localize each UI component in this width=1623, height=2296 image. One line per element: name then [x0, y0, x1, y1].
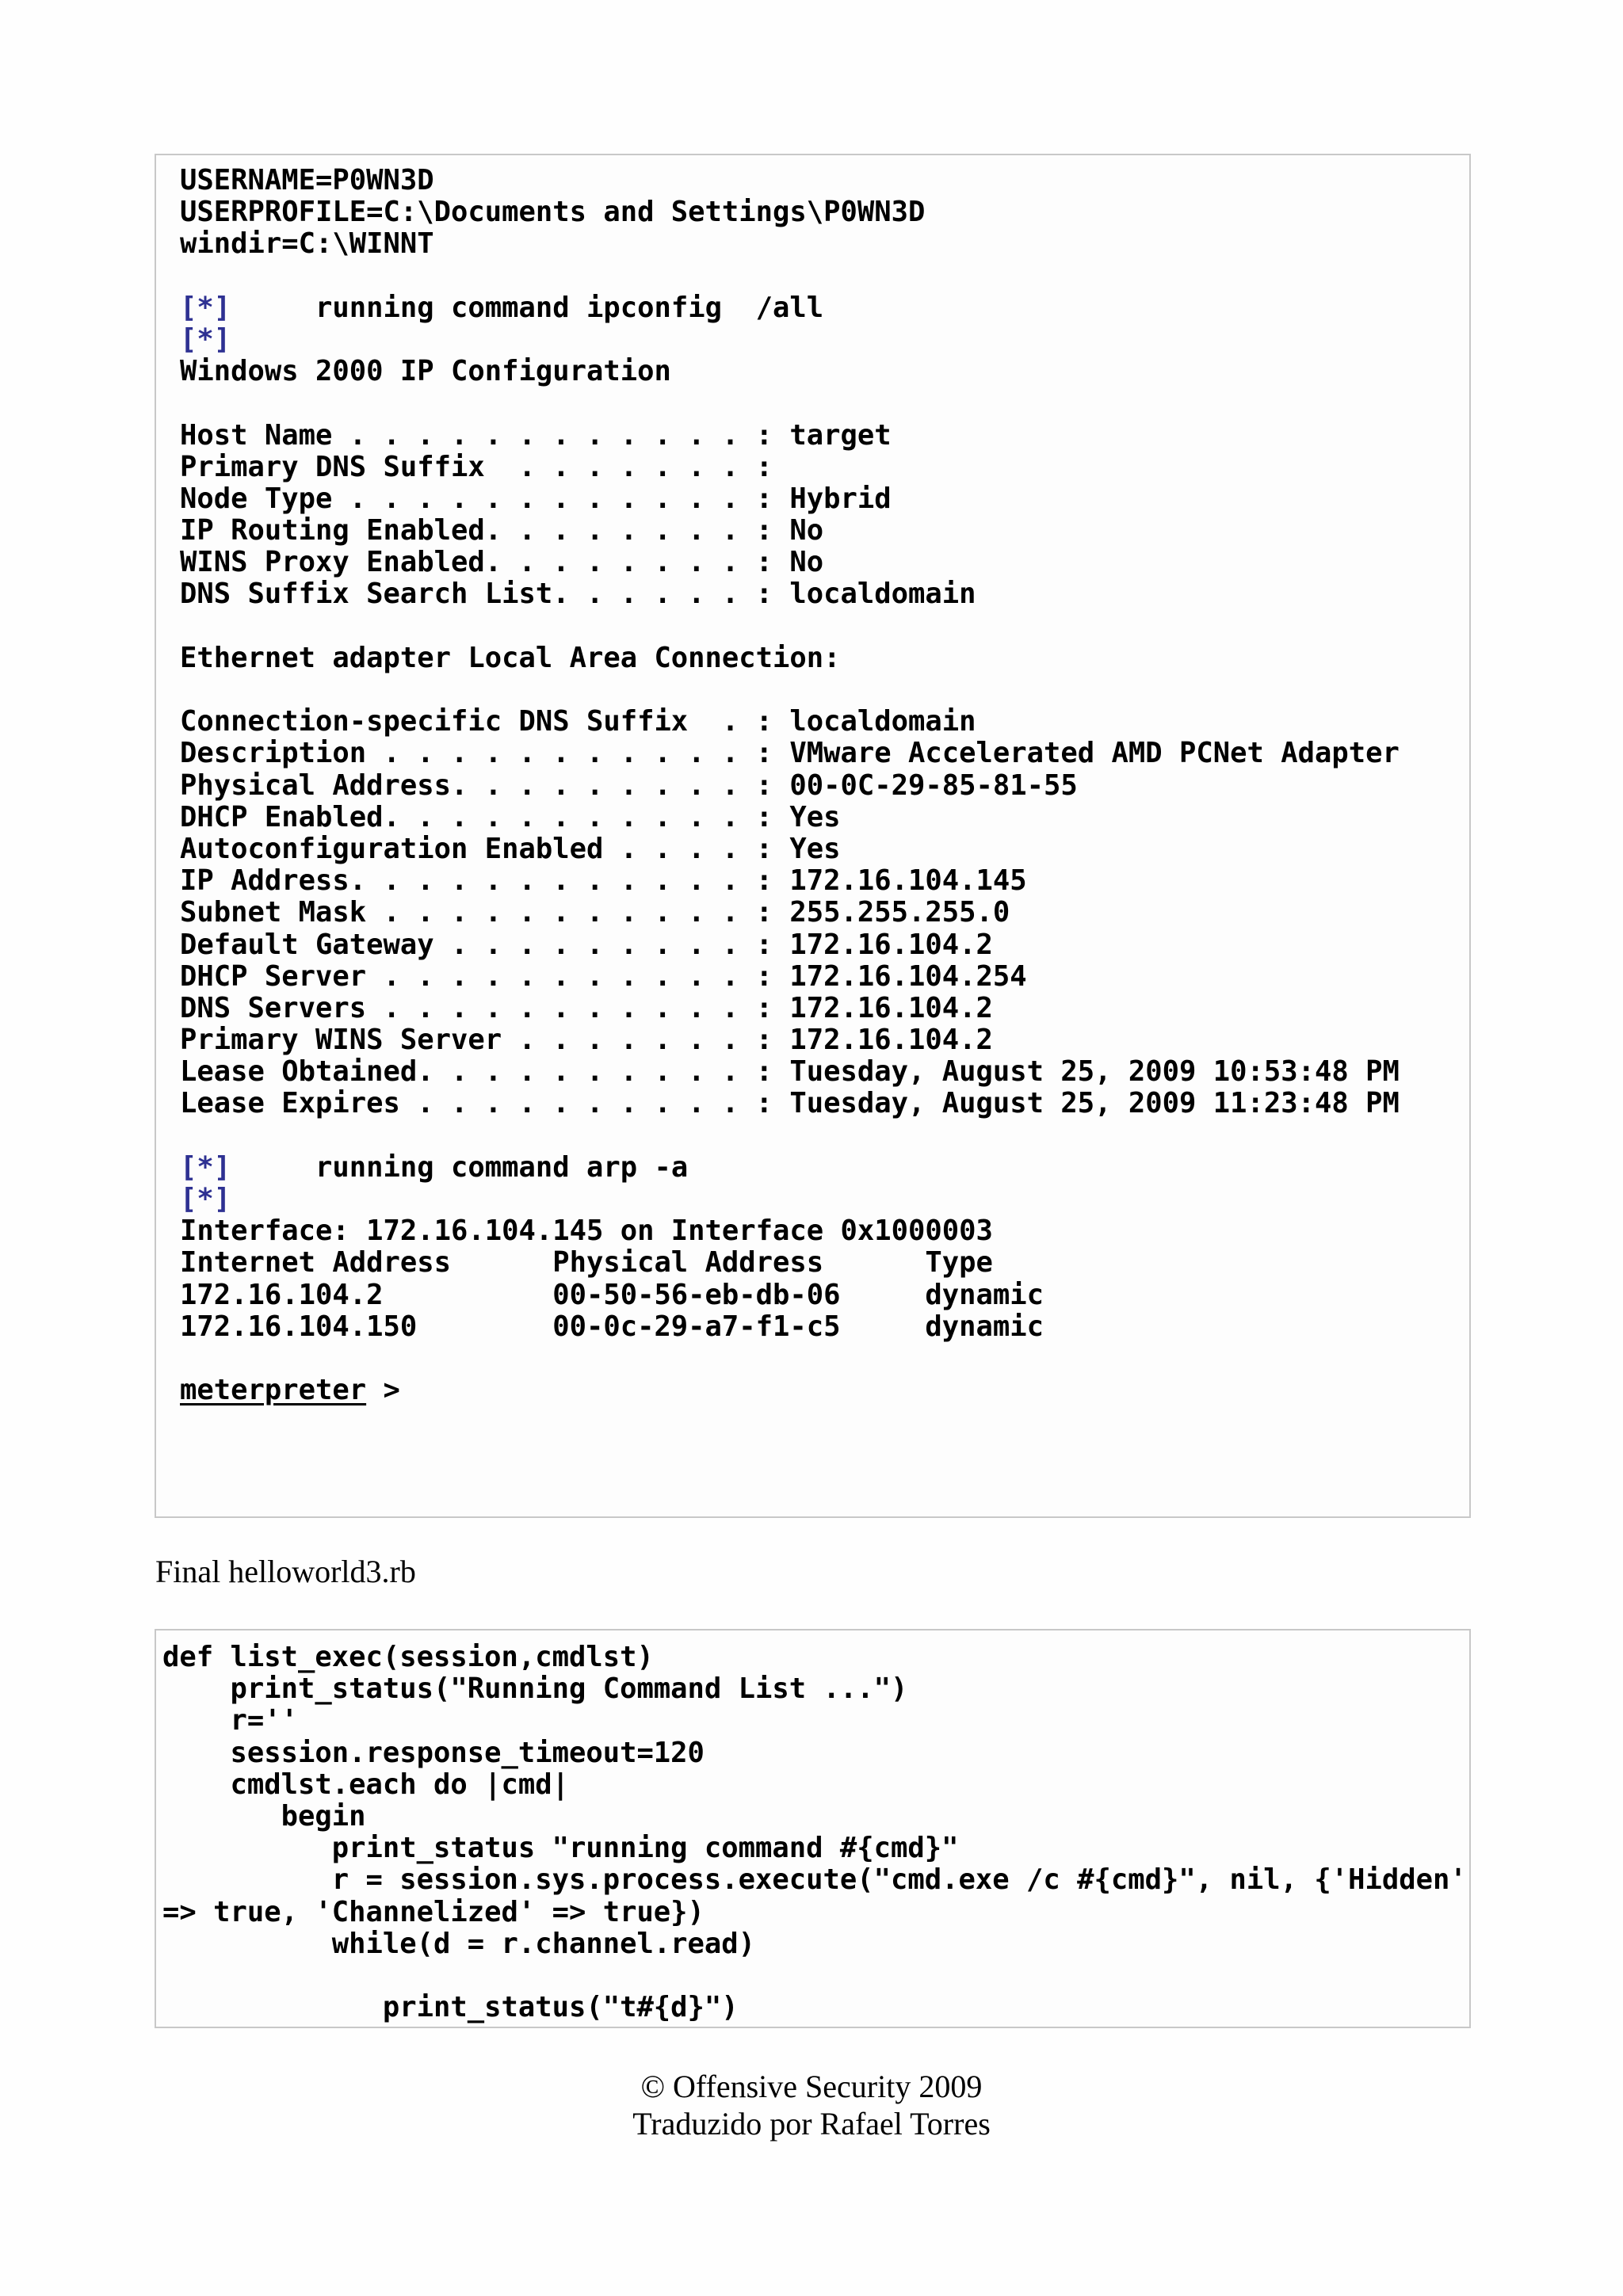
code-line: [162, 1960, 1463, 1992]
status-marker: [*]: [180, 1183, 231, 1215]
code-line: begin: [162, 1799, 366, 1833]
page-footer: [0, 2068, 1623, 2142]
code-line: session.response_timeout=120: [162, 1736, 705, 1769]
code-line: => true, 'Channelized' => true}): [162, 1895, 705, 1928]
terminal-output-box: [155, 154, 1471, 1518]
code-line: cmdlst.each do |cmd|: [162, 1768, 569, 1801]
terminal-line: DHCP Server . . . . . . . . . . . : 172.16.104.254: [180, 959, 1027, 993]
command-status-line: [180, 1152, 1469, 1184]
blank-line: [180, 1343, 1469, 1375]
terminal-line: DNS Servers . . . . . . . . . . . : 172.16.104.2: [180, 991, 993, 1024]
terminal-line: [180, 387, 1469, 419]
prompt-label: meterpreter: [180, 1374, 367, 1407]
code-listing-box: [155, 1629, 1471, 2028]
terminal-line: 172.16.104.150 00-0c-29-a7-f1-c5 dynamic: [180, 1310, 1044, 1343]
terminal-line: USERNAME=P0WN3D: [180, 164, 434, 196]
terminal-line: Lease Obtained. . . . . . . . . . : Tuesday, August 25, 2009 10:53:48 PM: [180, 1055, 1400, 1089]
code-line: print_status("Running Command List ..."): [162, 1672, 908, 1706]
blank-line: [180, 261, 1469, 292]
blank-line: [180, 1120, 1469, 1152]
prompt-symbol: >: [366, 1374, 400, 1407]
terminal-line: Connection-specific DNS Suffix . : localdomain: [180, 705, 976, 738]
terminal-line: DNS Suffix Search List. . . . . . : localdomain: [180, 578, 976, 611]
terminal-line: [180, 674, 1469, 706]
terminal-line: DHCP Enabled. . . . . . . . . . . : Yes: [180, 800, 841, 833]
command-status-line: [180, 1184, 1469, 1215]
terminal-line: IP Address. . . . . . . . . . . . : 172.16.104.145: [180, 864, 1027, 898]
terminal-line: Physical Address. . . . . . . . . : 00-0C-29-85-81-55: [180, 769, 1078, 802]
terminal-line: Subnet Mask . . . . . . . . . . . : 255.255.255.0: [180, 896, 1010, 929]
command-status-line: [180, 324, 1469, 356]
command-text: running command arp -a: [231, 1150, 689, 1184]
copyright-text: © Offensive Security 2009: [640, 2069, 983, 2104]
code-line: print_status "running command #{cmd}": [162, 1832, 959, 1865]
terminal-line: Node Type . . . . . . . . . . . . : Hybrid: [180, 482, 892, 515]
status-marker: [*]: [180, 1150, 231, 1184]
terminal-line: Ethernet adapter Local Area Connection:: [180, 641, 841, 674]
terminal-line: WINS Proxy Enabled. . . . . . . . : No: [180, 546, 824, 579]
command-text: running command ipconfig /all: [231, 291, 824, 324]
terminal-line: Primary WINS Server . . . . . . . : 172.16.104.2: [180, 1024, 993, 1057]
translator-credit: Traduzido por Rafael Torres: [632, 2106, 991, 2142]
terminal-line: Autoconfiguration Enabled . . . . : Yes: [180, 832, 841, 865]
terminal-line: Windows 2000 IP Configuration: [180, 355, 671, 388]
meterpreter-prompt: [180, 1375, 1469, 1406]
status-marker: [*]: [180, 322, 231, 356]
code-caption: Final helloworld3.rb: [155, 1554, 416, 1589]
status-marker: [*]: [180, 291, 231, 324]
code-line: while(d = r.channel.read): [162, 1927, 756, 1960]
terminal-line: USERPROFILE=C:\Documents and Settings\P0WN3D: [180, 196, 926, 229]
code-line: r='': [162, 1704, 298, 1737]
terminal-line: IP Routing Enabled. . . . . . . . : No: [180, 514, 824, 547]
terminal-line: [180, 611, 1469, 643]
code-line: r = session.sys.process.execute("cmd.exe /c #{cmd}", nil, {'Hidden': [162, 1863, 1467, 1897]
terminal-line: Lease Expires . . . . . . . . . . : Tuesday, August 25, 2009 11:23:48 PM: [180, 1087, 1400, 1120]
terminal-line: windir=C:\WINNT: [180, 227, 434, 261]
terminal-line: Internet Address Physical Address Type: [180, 1246, 993, 1280]
terminal-line: Host Name . . . . . . . . . . . . : target: [180, 418, 892, 452]
terminal-line: Default Gateway . . . . . . . . . : 172.16.104.2: [180, 928, 993, 961]
terminal-line: 172.16.104.2 00-50-56-eb-db-06 dynamic: [180, 1278, 1044, 1311]
code-line: print_status("t#{d}"): [162, 1991, 739, 2024]
terminal-line: Primary DNS Suffix . . . . . . . :: [180, 450, 773, 483]
terminal-line: Description . . . . . . . . . . . : VMware Accelerated AMD PCNet Adapter: [180, 737, 1400, 770]
code-line: def list_exec(session,cmdlst): [162, 1641, 654, 1673]
command-status-line: [180, 292, 1469, 324]
terminal-line: Interface: 172.16.104.145 on Interface 0x1000003: [180, 1215, 993, 1248]
